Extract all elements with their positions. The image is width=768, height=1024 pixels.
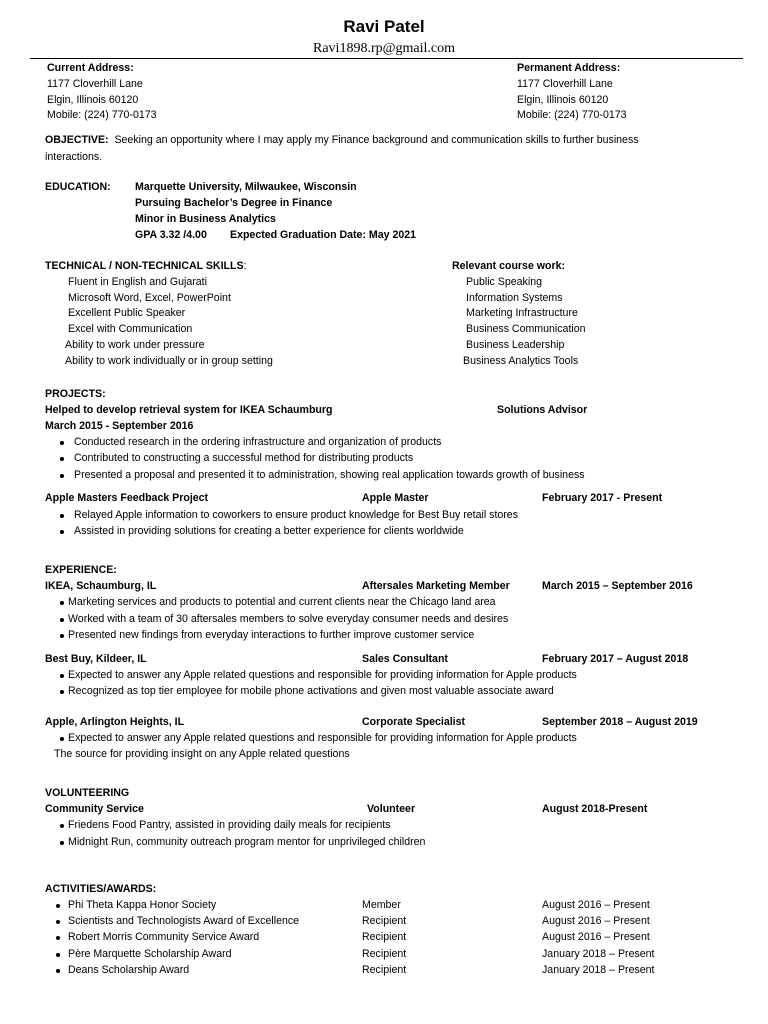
experience-dates: September 2018 – August 2019 (542, 716, 698, 728)
bullet-text: Midnight Run, community outreach program mentor for unprivileged children (68, 836, 426, 848)
bullet-text: Presented new findings from everyday interactions to further improve customer service (68, 629, 475, 641)
volunteering-label: VOLUNTEERING (45, 787, 130, 799)
bullet-text: Expected to answer any Apple related questions and responsible for providing information for Apple products (68, 669, 577, 681)
activity-name: Scientists and Technologists Award of Excellence (68, 915, 300, 927)
bullet-icon (60, 737, 64, 741)
project-role: Solutions Advisor (497, 404, 588, 416)
email-address[interactable]: Ravi1898.rp@gmail.com (313, 41, 455, 56)
coursework-item: Information Systems (466, 292, 563, 304)
bullet-icon (60, 441, 64, 445)
projects-label: PROJECTS: (45, 388, 106, 400)
experience-dates: February 2017 – August 2018 (542, 653, 689, 665)
skill-item: Ability to work under pressure (65, 339, 205, 351)
experience-role: Aftersales Marketing Member (362, 580, 510, 592)
activity-role: Recipient (362, 915, 407, 927)
resume-name: Ravi Patel (343, 17, 425, 36)
skill-item: Fluent in English and Gujarati (68, 276, 207, 288)
bullet-text: Worked with a team of 30 aftersales members to solve everyday consumer needs and desires (68, 613, 509, 625)
coursework-item: Public Speaking (466, 276, 542, 288)
education-school: Marquette University, Milwaukee, Wisconsin (135, 181, 357, 193)
activity-dates: January 2018 – Present (542, 964, 655, 976)
project-title: Apple Masters Feedback Project (45, 492, 209, 504)
activities-label: ACTIVITIES/AWARDS: (45, 883, 157, 895)
coursework-item: Marketing Infrastructure (466, 307, 578, 319)
bullet-icon (60, 457, 64, 461)
coursework-item: Business Analytics Tools (463, 355, 579, 367)
permanent-address-label: Permanent Address: (517, 62, 621, 74)
bullet-text: Recognized as top tier employee for mobile phone activations and given most valuable associate award (68, 685, 554, 697)
activity-name: Deans Scholarship Award (68, 964, 190, 976)
project-dates: March 2015 - September 2016 (45, 420, 194, 432)
skills-label: TECHNICAL / NON-TECHNICAL SKILLS (45, 260, 244, 272)
coursework-label: Relevant course work: (452, 260, 566, 272)
bullet-text: Contributed to constructing a successful method for distributing products (74, 452, 414, 464)
activity-name: Phi Theta Kappa Honor Society (68, 899, 217, 911)
activity-name: Robert Morris Community Service Award (68, 931, 260, 943)
skill-item: Microsoft Word, Excel, PowerPoint (68, 292, 231, 304)
education-minor: Minor in Business Analytics (135, 213, 276, 225)
skill-item: Ability to work individually or in group setting (65, 355, 273, 367)
activity-dates: August 2016 – Present (542, 915, 650, 927)
project-title: Helped to develop retrieval system for IKEA Schaumburg (45, 404, 333, 416)
activity-dates: January 2018 – Present (542, 948, 655, 960)
experience-role: Corporate Specialist (362, 716, 466, 728)
current-address-line1: 1177 Cloverhill Lane (47, 78, 143, 90)
bullet-icon (60, 674, 64, 678)
education-label: EDUCATION: (45, 181, 111, 193)
permanent-address-mobile: Mobile: (224) 770-0173 (517, 109, 627, 121)
skill-item: Excellent Public Speaker (68, 307, 186, 319)
bullet-icon (60, 618, 64, 622)
volunteering-org: Community Service (45, 803, 144, 815)
activity-role: Recipient (362, 948, 407, 960)
bullet-icon (60, 601, 64, 605)
experience-dates: March 2015 – September 2016 (542, 580, 693, 592)
skills-label-colon: : (243, 260, 247, 272)
bullet-text: Expected to answer any Apple related questions and responsible for providing information for Apple products (68, 732, 577, 744)
bullet-text: Presented a proposal and presented it to administration, showing real application towards growth of business (74, 469, 585, 481)
bullet-text: Friedens Food Pantry, assisted in providing daily meals for recipients (68, 819, 391, 831)
permanent-address-line2: Elgin, Illinois 60120 (517, 94, 609, 106)
bullet-icon (56, 904, 60, 908)
skills-heading (45, 260, 247, 273)
experience-org: Apple, Arlington Heights, IL (45, 716, 185, 728)
current-address-label: Current Address: (47, 62, 134, 74)
permanent-address-line1: 1177 Cloverhill Lane (517, 78, 613, 90)
bullet-icon (60, 530, 64, 534)
objective-text: Seeking an opportunity where I may apply my Finance background and communication skills to further business (114, 134, 639, 146)
experience-extra-text: The source for providing insight on any Apple related questions (54, 748, 350, 760)
activity-role: Recipient (362, 931, 407, 943)
experience-role: Sales Consultant (362, 653, 448, 665)
current-address-mobile: Mobile: (224) 770-0173 (47, 109, 157, 121)
bullet-icon (60, 634, 64, 638)
header-divider (30, 58, 743, 59)
bullet-text: Relayed Apple information to coworkers to ensure product knowledge for Best Buy retail stores (74, 509, 518, 521)
activity-dates: August 2016 – Present (542, 931, 650, 943)
education-graduation: Expected Graduation Date: May 2021 (230, 229, 417, 241)
activity-role: Recipient (362, 964, 407, 976)
objective (45, 134, 639, 147)
bullet-icon (56, 920, 60, 924)
volunteering-dates: August 2018-Present (542, 803, 648, 815)
bullet-icon (56, 969, 60, 973)
bullet-icon (60, 474, 64, 478)
skill-item: Excel with Communication (68, 323, 193, 335)
bullet-icon (56, 936, 60, 940)
experience-label: EXPERIENCE: (45, 564, 117, 576)
objective-text-continued: interactions. (45, 151, 103, 163)
coursework-item: Business Leadership (466, 339, 565, 351)
activity-name: Père Marquette Scholarship Award (68, 948, 232, 960)
bullet-text: Marketing services and products to potential and current clients near the Chicago land area (68, 596, 496, 608)
coursework-item: Business Communication (466, 323, 586, 335)
bullet-icon (56, 953, 60, 957)
experience-org: IKEA, Schaumburg, IL (45, 580, 157, 592)
education-gpa: GPA 3.32 /4.00 (135, 229, 207, 241)
bullet-icon (60, 690, 64, 694)
bullet-text: Conducted research in the ordering infrastructure and organization of products (74, 436, 442, 448)
bullet-icon (60, 841, 64, 845)
activity-role: Member (362, 899, 401, 911)
project-role: Apple Master (362, 492, 429, 504)
experience-org: Best Buy, Kildeer, IL (45, 653, 147, 665)
volunteering-role: Volunteer (367, 803, 416, 815)
activity-dates: August 2016 – Present (542, 899, 650, 911)
project-dates: February 2017 - Present (542, 492, 663, 504)
bullet-icon (60, 824, 64, 828)
objective-label: OBJECTIVE: (45, 134, 109, 146)
education-degree: Pursuing Bachelor’s Degree in Finance (135, 197, 333, 209)
bullet-text: Assisted in providing solutions for creating a better experience for clients worldwide (74, 525, 464, 537)
current-address-line2: Elgin, Illinois 60120 (47, 94, 139, 106)
bullet-icon (60, 514, 64, 518)
